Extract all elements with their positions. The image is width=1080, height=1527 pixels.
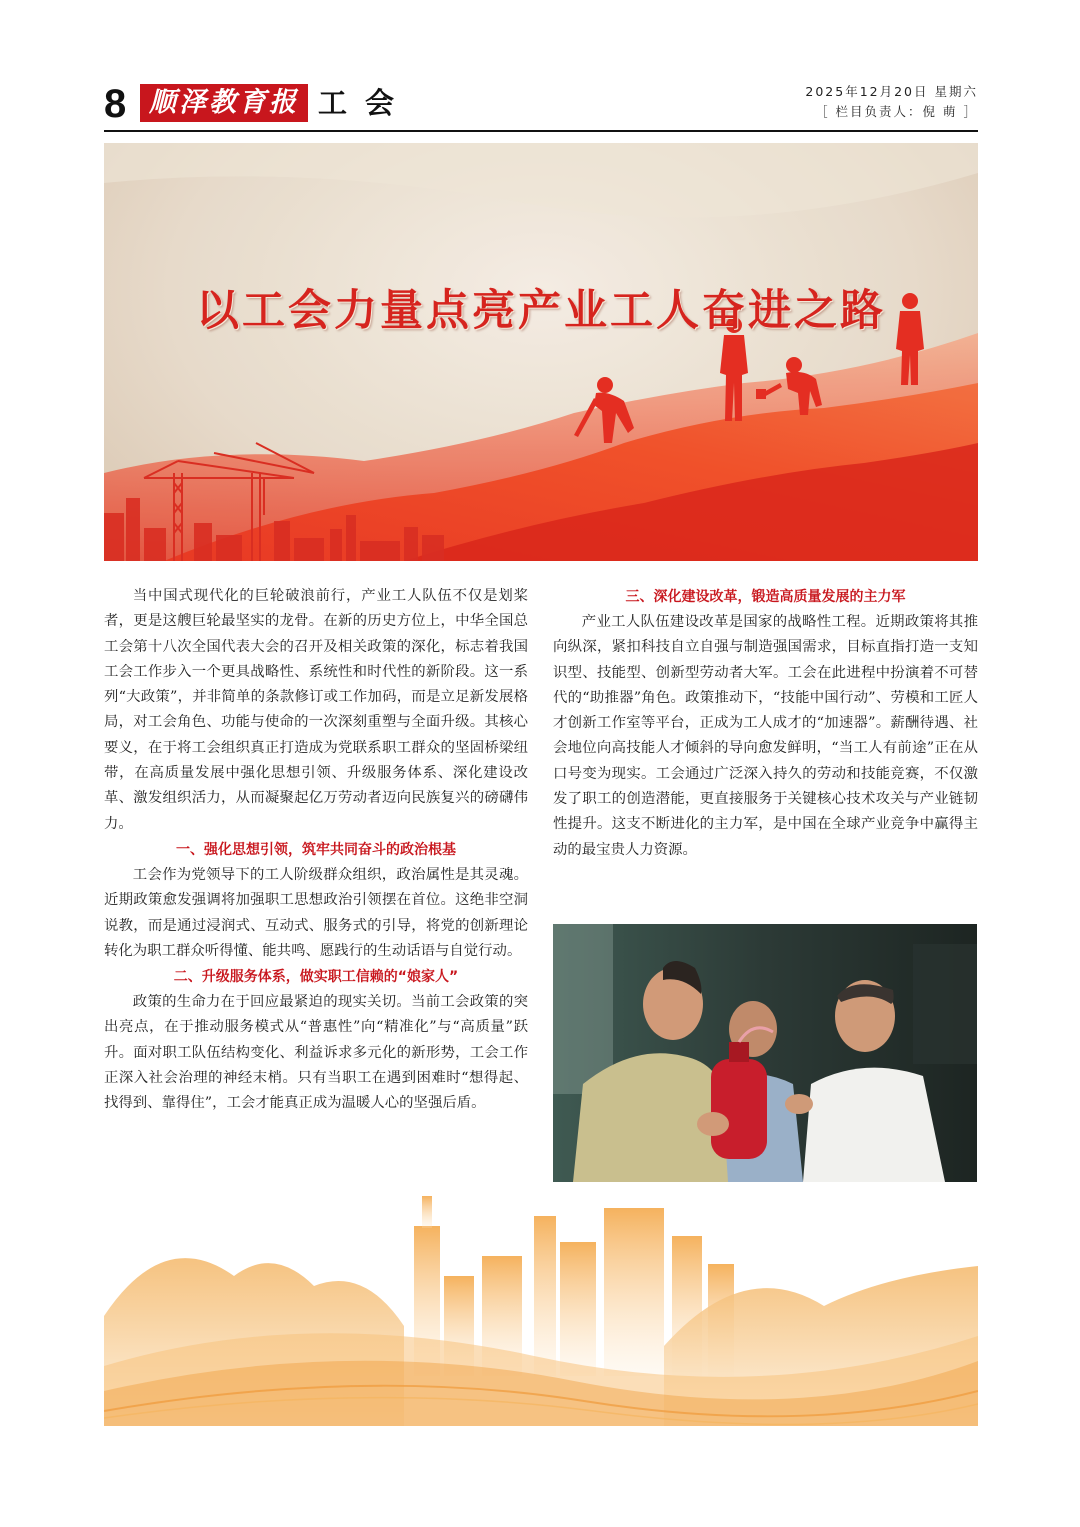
newspaper-logo: 顺泽教育报 — [140, 84, 308, 122]
dateline — [805, 82, 978, 122]
banner-illustration — [104, 143, 978, 561]
issue-date: 2025年12月20日 星期六 — [805, 84, 978, 99]
article-photo — [553, 924, 977, 1182]
headline-banner — [104, 143, 978, 561]
article-intro: 当中国式现代化的巨轮破浪前行，产业工人队伍不仅是划桨者，更是这艘巨轮最坚实的龙骨。在新的历史方位上，中华全国总工会第十八次全国代表大会的召开及相关政策的深化，标志着我国工会工作步入一个更具战略性、系统性和时代性的新阶段。这一系列“大政策”，并非简单的条款修订或工作加码，而是立足新发展格局，对工会角色、功能与使命的一次深刻重塑与全面升级。其核心要义，在于将工会组织真正打造成为党联系职工群众的坚固桥梁纽带，在高质量发展中强化思想引领、升级服务体系、深化建设改革、激发组织活力，从而凝聚起亿万劳动者迈向民族复兴的磅礴伟力。 — [104, 588, 528, 832]
section-body-2: 政策的生命力在于回应最紧迫的现实关切。当前工会政策的突出亮点，在于推动服务模式从“普惠性”向“精准化”与“高质量”跃升。面对职工队伍结构变化、利益诉求多元化的新形势，工会工作正深入社会治理的神经末梢。只有当职工在遇到困难时“想得起、找得到、靠得住”，工会才能真正成为温暖人心的坚强后盾。 — [104, 994, 528, 1112]
article-right-column — [553, 584, 978, 863]
skyline-and-mountains-illustration — [104, 1186, 978, 1426]
masthead — [104, 80, 978, 132]
page-number: 8 — [104, 82, 127, 126]
photo-workers-inspecting-extinguisher — [553, 924, 977, 1182]
article-left-column — [104, 584, 528, 1117]
banner-title: 以工会力量点亮产业工人奋进之路 — [196, 286, 886, 336]
footer-decoration — [104, 1186, 978, 1426]
section-title: 工会 — [318, 86, 413, 120]
section-heading-1: 一、强化思想引领，筑牢共同奋斗的政治根基 — [176, 841, 456, 858]
section-body-3: 产业工人队伍建设改革是国家的战略性工程。近期政策将其推向纵深，紧扣科技自立自强与制造强国需求，目标直指打造一支知识型、技能型、创新型劳动者大军。工会在此进程中扮演着不可替代的“助推器”角色。政策推动下，“技能中国行动”、劳模和工匠人才创新工作室等平台，正成为工人成才的“加速器”。薪酬待遇、社会地位向高技能人才倾斜的导向愈发鲜明，“当工人有前途”正在从口号变为现实。工会通过广泛深入持久的劳动和技能竞赛，不仅激发了职工的创造潜能，更直接服务于关键核心技术攻关与产业链韧性提升。这支不断进化的主力军，是中国在全球产业竞争中赢得主动的最宝贵人力资源。 — [553, 614, 978, 858]
column-editor: ［ 栏目负责人：倪 萌 ］ — [815, 104, 978, 119]
section-body-1: 工会作为党领导下的工人阶级群众组织，政治属性是其灵魂。近期政策愈发强调将加强职工思想政治引领摆在首位。这绝非空洞说教，而是通过浸润式、互动式、服务式的引导，将党的创新理论转化为职工群众听得懂、能共鸣、愿践行的生动话语与自觉行动。 — [104, 866, 528, 959]
section-heading-2: 二、升级服务体系，做实职工信赖的“娘家人” — [173, 969, 459, 986]
section-heading-3: 三、深化建设改革，锻造高质量发展的主力军 — [625, 589, 906, 605]
